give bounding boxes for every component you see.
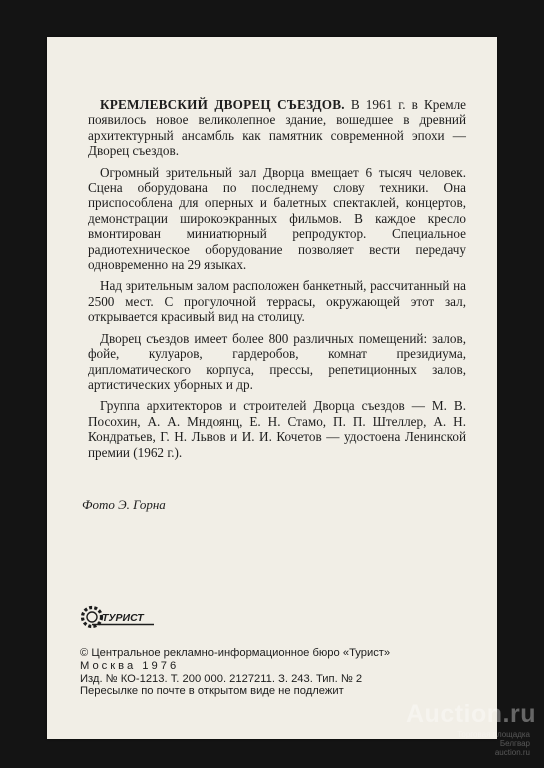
postcard-back (47, 37, 497, 739)
card-title: КРЕМЛЕВСКИЙ ДВОРЕЦ СЪЕЗДОВ. (100, 97, 345, 112)
paragraph-4: Дворец съездов имеет более 800 различных помещений: залов, фойе, кулуаров, гардеробов, комнат президиума, дипломатического корпуса, прессы, репетиционных залов, артистических уборных и др. (88, 330, 466, 392)
paragraph-5: Группа архитекторов и строителей Дворца съездов — М. В. Посохин, А. А. Мндоянц, Е. Н. Стамо, П. П. Штеллер, А. Н. Кондратьев, Г. Н. Львов и И. И. Кочетов — удостоена Ленинской премии (1962 г.). (88, 398, 466, 460)
paragraph-3: Над зрительным залом расположен банкетный, рассчитанный на 2500 мест. С прогулочной террасы, окружающей этот зал, открывается красивый вид на столицу. (88, 278, 466, 325)
paragraph-2: Огромный зрительный зал Дворца вмещает 6 тысяч человек. Сцена оборудована по последнему слову техники. Она приспособлена для оперных и балетных спектаклей, концертов, демонстрации широкоэкранных фильмов. В каждое кресло вмонтирован миниатюрный репродуктор. Специальное радиотехническое оборудование позволяет вести передачу одновременно на 29 языках. (88, 164, 466, 273)
watermark-sub-line-1: Торговая площадка (457, 730, 530, 739)
footer-city-year: Москва 1976 (80, 659, 180, 672)
watermark-sub-line-2: Белгвар (499, 739, 530, 748)
publisher-footer (80, 647, 480, 698)
footer-edition: Изд. № КО-1213. Т. 200 000. 2127211. З. 243. Тип. № 2 (80, 672, 363, 685)
paragraph-1-text: В 1961 г. в Кремле появилось новое великолепное здание, вошедшее в древний архитектурный ансамбль как памятник современной эпохи — Дворец съездов. (88, 97, 467, 159)
footer-mail-note: Пересылке по почте в открытом виде не подлежит (80, 685, 344, 698)
logo-gear-ring (83, 608, 102, 627)
photo-credit: Фото Э. Горна (82, 497, 166, 512)
logo-text: ТУРИСТ (102, 612, 144, 624)
footer-publisher: © Центральное рекламно-информационное бюро «Турист» (80, 647, 391, 659)
auction-watermark-sub (457, 730, 530, 757)
auction-watermark: Auction.ru (406, 700, 536, 728)
description-text (88, 97, 466, 466)
paragraph-1 (88, 97, 466, 159)
logo-gear-hub (87, 612, 97, 622)
turist-logo (78, 602, 158, 632)
watermark-sub-line-3: auction.ru (494, 748, 530, 757)
